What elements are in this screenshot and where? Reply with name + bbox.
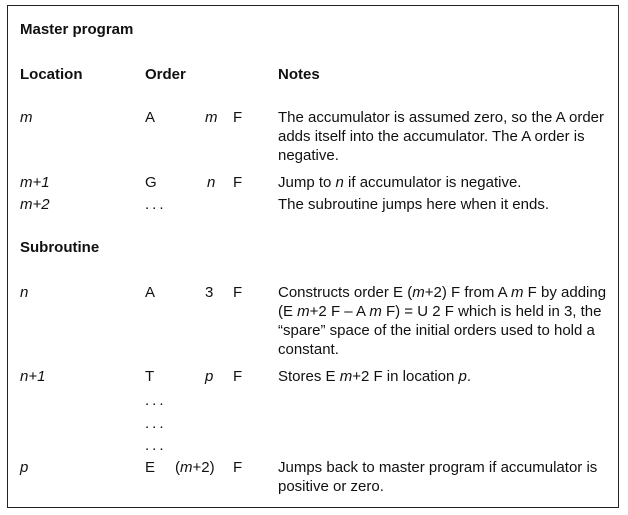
location-m-plus-1: m+1 xyxy=(20,174,50,191)
order-suffix: F xyxy=(233,368,243,385)
order-address: m xyxy=(205,109,218,126)
location-m: m xyxy=(20,109,33,126)
location-n: n xyxy=(20,284,29,301)
order-letter: G xyxy=(145,174,157,191)
notes-row-m: The accumulator is assumed zero, so the A order adds itself into the accumulator. The A order is negative. xyxy=(278,109,604,164)
notes-row-n: Constructs order E (m+2) F from A m F by adding (E m+2 F – A m F) = U 2 F which is held in 3, the “spare” space of the initial orders used to hold a constant. xyxy=(278,284,607,358)
order-letter: T xyxy=(145,368,155,385)
location-p: p xyxy=(20,459,29,476)
order-letter: A xyxy=(145,284,156,301)
notes-row-m-plus-2: The subroutine jumps here when it ends. xyxy=(278,196,549,213)
order-ellipsis: ... xyxy=(145,415,167,432)
order-suffix: F xyxy=(233,109,243,126)
order-suffix: F xyxy=(233,284,243,301)
notes-row-m-plus-1: Jump to n if accumulator is negative. xyxy=(278,174,522,191)
column-header-location: Location xyxy=(20,66,83,83)
order-address: (m+2) xyxy=(175,459,215,476)
order-letter: A xyxy=(145,109,156,126)
order-suffix: F xyxy=(233,174,243,191)
column-header-notes: Notes xyxy=(278,66,320,83)
notes-row-p: Jumps back to master program if accumulator is positive or zero. xyxy=(278,459,598,495)
section-title-master-program: Master program xyxy=(20,21,134,38)
location-n-plus-1: n+1 xyxy=(20,368,46,385)
order-ellipsis: ... xyxy=(145,437,167,454)
order-ellipsis: ... xyxy=(145,392,167,409)
column-header-order: Order xyxy=(145,66,186,83)
location-m-plus-2: m+2 xyxy=(20,196,50,213)
order-address: n xyxy=(207,174,216,191)
section-title-subroutine: Subroutine xyxy=(20,239,100,256)
order-ellipsis: ... xyxy=(145,196,167,213)
order-address: 3 xyxy=(205,284,214,301)
order-suffix: F xyxy=(233,459,243,476)
order-letter: E xyxy=(145,459,156,476)
notes-row-n-plus-1: Stores E m+2 F in location p. xyxy=(278,368,472,385)
order-address: p xyxy=(205,368,214,385)
